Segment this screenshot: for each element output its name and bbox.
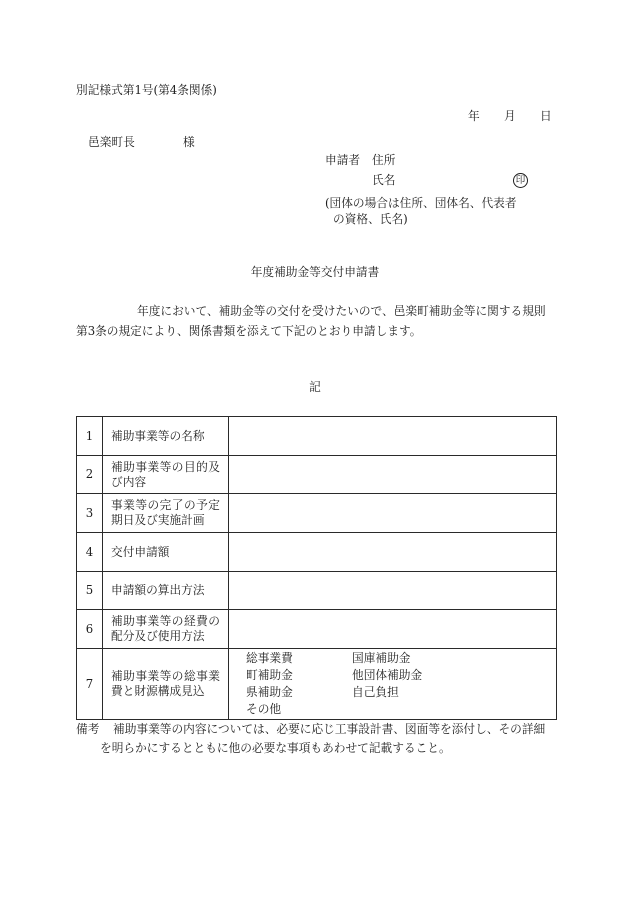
row-number: 3: [77, 494, 103, 533]
applicant-note-line2: の資格、氏名): [333, 212, 408, 226]
remarks-line2: を明らかにするとともに他の必要な事項もあわせて記載すること。: [100, 741, 451, 755]
funding-item: 自己負担: [352, 685, 399, 699]
funding-item: 総事業費: [246, 651, 293, 665]
row-value-cell: [229, 649, 557, 720]
table-row: [77, 649, 557, 720]
table-row: [77, 456, 557, 494]
seal-mark-icon: 印: [513, 173, 528, 188]
funding-breakdown: [229, 650, 556, 718]
application-items-table: [76, 416, 557, 720]
row-label: 補助事業等の経費の配分及び使用方法: [103, 610, 229, 649]
table-row: [77, 533, 557, 572]
row-value-cell: [229, 572, 557, 610]
row-number: 2: [77, 456, 103, 494]
applicant-address-label: 住所: [372, 153, 396, 167]
row-value-cell: [229, 533, 557, 572]
row-number: 1: [77, 417, 103, 456]
funding-item: 町補助金: [246, 668, 293, 682]
date-day-label: 日: [540, 109, 552, 123]
remarks-line1: 補助事業等の内容については、必要に応じ工事設計書、図面等を添付し、その詳細: [113, 722, 546, 736]
row-number: 4: [77, 533, 103, 572]
table-row: [77, 417, 557, 456]
date-month-label: 月: [504, 109, 516, 123]
table-row: [77, 494, 557, 533]
body-line1: 年度において、補助金等の交付を受けたいので、邑楽町補助金等に関する規則: [137, 304, 546, 318]
row-value-cell: [229, 494, 557, 533]
row-label: 申請額の算出方法: [103, 572, 229, 610]
funding-item: その他: [246, 702, 282, 716]
row-value-cell: [229, 456, 557, 494]
row-label: 交付申請額: [103, 533, 229, 572]
row-value-cell: [229, 610, 557, 649]
funding-item: 国庫補助金: [352, 651, 411, 665]
remarks-label: 備考: [76, 722, 100, 736]
row-number: 5: [77, 572, 103, 610]
funding-item: 他団体補助金: [352, 668, 423, 682]
row-label: 事業等の完了の予定期日及び実施計画: [103, 494, 229, 533]
table-row: [77, 610, 557, 649]
addressee-name: 邑楽町長: [88, 135, 135, 149]
applicant-label: 申請者: [325, 153, 361, 167]
row-number: 6: [77, 610, 103, 649]
form-label: 別記様式第1号(第4条関係): [76, 83, 217, 97]
applicant-name-label: 氏名: [372, 173, 396, 187]
ki-heading: 記: [309, 380, 321, 394]
funding-item: 県補助金: [246, 685, 293, 699]
row-value-cell: [229, 417, 557, 456]
applicant-note-line1: (団体の場合は住所、団体名、代表者: [325, 196, 517, 210]
document-title: 年度補助金等交付申請書: [250, 265, 380, 279]
date-year-label: 年: [468, 109, 480, 123]
body-line2: 第3条の規定により、関係書類を添えて下記のとおり申請します。: [76, 324, 422, 338]
table-row: [77, 572, 557, 610]
row-label: 補助事業等の総事業費と財源構成見込: [103, 649, 229, 720]
row-label: 補助事業等の名称: [103, 417, 229, 456]
row-label: 補助事業等の目的及び内容: [103, 456, 229, 494]
addressee-honorific: 様: [183, 135, 195, 149]
row-number: 7: [77, 649, 103, 720]
